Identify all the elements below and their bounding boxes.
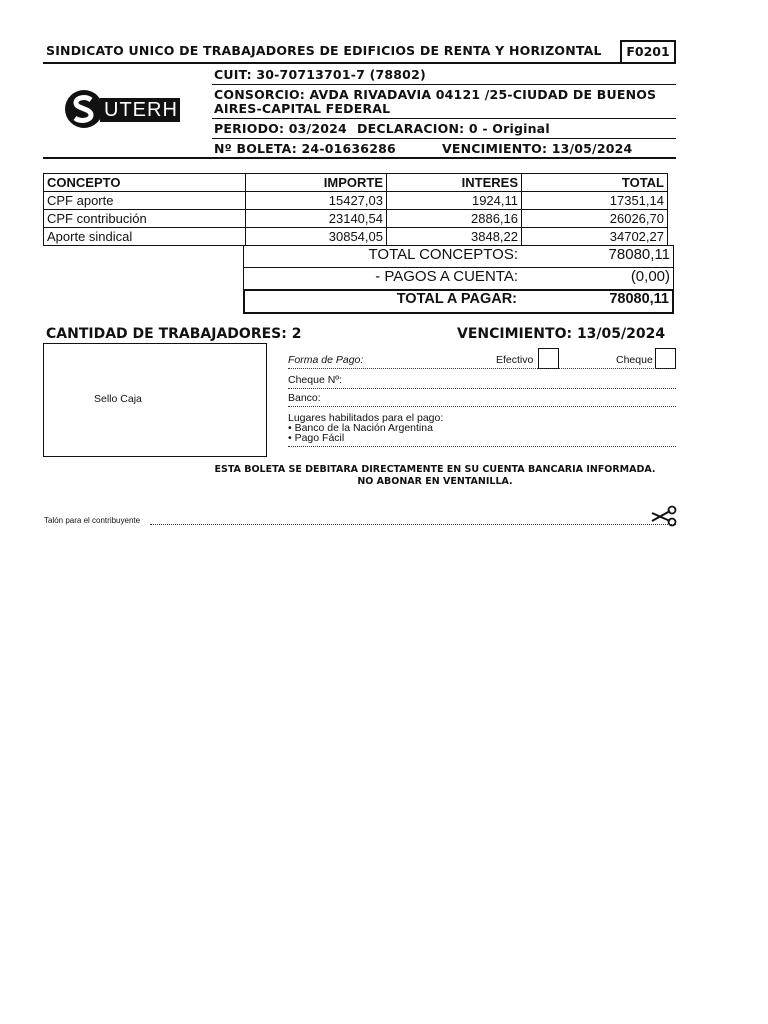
table-header-row [44,174,668,192]
pagos-a-cuenta-label: - PAGOS A CUENTA: [375,268,518,285]
efectivo-checkbox[interactable] [538,348,559,369]
header-total: TOTAL [522,174,668,192]
vencimiento-summary: VENCIMIENTO: 13/05/2024 [457,326,666,342]
boleta-number: Nº BOLETA: 24-01636286 [214,141,396,156]
cantidad-trabajadores: CANTIDAD DE TRABAJADORES: 2 [46,326,302,342]
lugar-pago-facil: • Pago Fácil [288,432,345,444]
total-a-pagar-value: 78080,11 [609,291,669,307]
interes-cell: 3848,22 [387,228,522,246]
form-code: F0201 [620,40,676,64]
lugar-banco-nacion: • Banco de la Nación Argentina [288,422,433,434]
concepto-cell: Aporte sindical [44,228,246,246]
total-cell: 17351,14 [522,192,668,210]
vencimiento-header: VENCIMIENTO: 13/05/2024 [442,141,633,156]
header-interes: INTERES [387,174,522,192]
cheque-checkbox[interactable] [655,348,676,369]
concepts-table [43,173,668,246]
notice-line1: ESTA BOLETA SE DEBITARA DIRECTAMENTE EN SU CUENTA BANCARIA INFORMADA. [214,464,656,475]
banco-label: Banco: [288,392,321,404]
header-concepto: CONCEPTO [44,174,246,192]
union-title: SINDICATO UNICO DE TRABAJADORES DE EDIFICIOS DE RENTA Y HORIZONTAL [46,43,602,58]
interes-cell: 1924,11 [387,192,522,210]
table-row [44,210,668,228]
total-cell: 26026,70 [522,210,668,228]
importe-cell: 30854,05 [246,228,387,246]
header-importe: IMPORTE [246,174,387,192]
periodo: PERIODO: 03/2024 [214,121,347,136]
sello-caja-label: Sello Caja [94,393,142,405]
pagos-a-cuenta-value: (0,00) [630,268,670,285]
concepto-cell: CPF aporte [44,192,246,210]
lugares-label: Lugares habilitados para el pago: [288,412,444,424]
interes-cell: 2886,16 [387,210,522,228]
table-row [44,228,668,246]
total-a-pagar-label: TOTAL A PAGAR: [396,291,517,307]
cheque-no-label: Cheque Nº: [288,374,343,386]
efectivo-label: Efectivo [496,354,534,366]
cheque-label: Cheque [616,354,653,366]
concepto-cell: CPF contribución [44,210,246,228]
forma-pago-label: Forma de Pago: [288,354,364,366]
sello-caja-box [43,343,267,457]
total-cell: 34702,27 [522,228,668,246]
notice-line2: NO ABONAR EN VENTANILLA. [357,476,513,487]
logo-text: UTERH [104,99,178,121]
importe-cell: 23140,54 [246,210,387,228]
consorcio-line1: CONSORCIO: AVDA RIVADAVIA 04121 /25-CIUDAD DE BUENOS [214,87,657,102]
scissors-icon [650,505,678,531]
declaracion: DECLARACION: 0 - Original [357,121,550,136]
talon-label: Talón para el contribuyente [44,516,141,525]
cuit: CUIT: 30-70713701-7 (78802) [214,67,426,82]
total-a-pagar-row [243,289,674,314]
total-conceptos-value: 78080,11 [608,246,670,263]
table-row [44,192,668,210]
consorcio-line2: AIRES-CAPITAL FEDERAL [214,101,391,116]
total-conceptos-label: TOTAL CONCEPTOS: [368,246,518,263]
total-conceptos-row [243,245,674,268]
debit-notice [120,464,750,488]
suterh-logo [64,89,180,129]
importe-cell: 15427,03 [246,192,387,210]
pagos-a-cuenta-row [243,267,674,290]
